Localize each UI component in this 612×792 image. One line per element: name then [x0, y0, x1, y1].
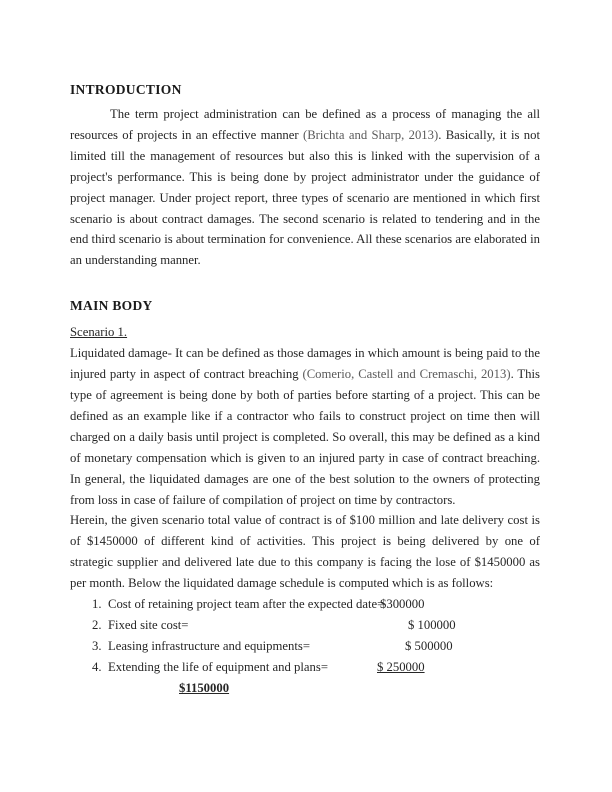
list-item-value: $300000	[380, 597, 425, 612]
body-text: The term project administration can be defined as a process of managing the all resources of projects in an effective manner	[70, 107, 540, 142]
list-item-number: 1.	[92, 597, 102, 612]
list-item-label: Extending the life of equipment and plans=	[108, 659, 328, 674]
list-item-label: Cost of retaining project team after the expected date=	[108, 597, 385, 612]
schedule-list-item	[70, 657, 540, 678]
list-item-number: 4.	[92, 659, 102, 674]
intro-paragraph	[70, 104, 540, 271]
damage-schedule-list	[70, 594, 540, 698]
list-item-value: $ 100000	[408, 617, 456, 632]
citation-text: (Brichta and Sharp, 2013)	[302, 127, 439, 142]
document-content	[70, 82, 540, 699]
schedule-list-item	[70, 615, 540, 636]
body-text: . This type of agreement is being done by both of parties before starting of a project. This can be defined as an example like if a contractor who fails to construct project on time then will charged on a daily basis until project is completed. So overall, this may be defined as a kind of monetary compensation which is given to an injured party in case of contract breaching. In general, the liquidated damages are one of the best solution to the owners of protecting from loss in case of failure of compilation of project on time by contractors.	[70, 367, 540, 507]
schedule-total-value: $1150000	[179, 680, 230, 695]
intro-heading: INTRODUCTION	[70, 82, 182, 97]
list-item-value: $ 500000	[405, 638, 453, 653]
scenario-details-paragraph: Herein, the given scenario total value of contract is of $100 million and late delivery cost is of $1450000 of different kind of activities. This project is being delivered by one of strategic supplier and delivered late due to this company is facing the lose of $1450000 as per month. Below the liquidated damage schedule is computed which is as follows:	[70, 513, 540, 591]
list-item-number: 3.	[92, 638, 102, 653]
liquidated-damage-paragraph	[70, 343, 540, 510]
schedule-list-item	[70, 636, 540, 657]
list-item-label: Fixed site cost=	[108, 617, 189, 632]
schedule-list-item	[70, 594, 540, 615]
body-text: . Basically, it is not limited till the management of resources but also this is linked with the supervision of a project's performance. This is being done by project administrator under the guidance of project manager. Under project report, three types of scenario are mentioned in which first scenario is about contract damages. The second scenario is related to tendering and in the end third scenario is about termination for convenience. All these scenarios are elaborated in an understanding manner.	[70, 127, 540, 268]
scenario-heading: Scenario 1.	[70, 325, 128, 340]
body-text: Liquidated damage- It can be defined as those damages in which amount is being paid to the injured party in aspect of contract breaching	[70, 346, 540, 382]
list-item-value: $ 250000	[377, 659, 425, 674]
main-body-heading: MAIN BODY	[70, 298, 153, 314]
list-item-label: Leasing infrastructure and equipments=	[108, 638, 310, 653]
list-item-number: 2.	[92, 617, 102, 632]
citation-text: (Comerio, Castell and Cremaschi, 2013)	[302, 367, 511, 382]
